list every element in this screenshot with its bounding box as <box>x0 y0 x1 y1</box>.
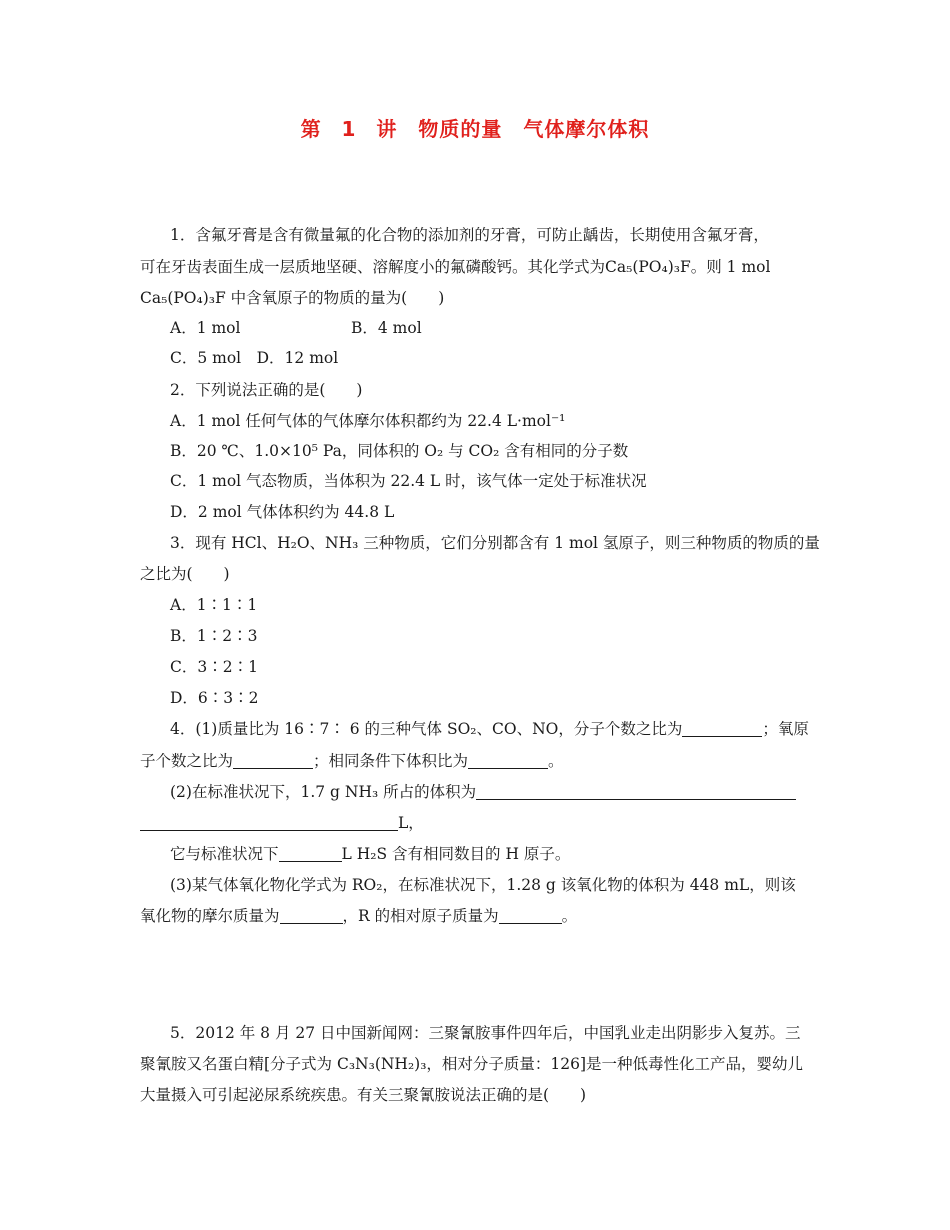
q3-option-b: B．1∶2∶3 <box>170 627 258 645</box>
answer-blank[interactable] <box>233 754 313 769</box>
q2-option-c: C．1 mol 气态物质，当体积为 22.4 L 时，该气体一定处于标准状况 <box>170 472 647 490</box>
q4-part1-text-d: ；相同条件下体积比为 <box>313 752 469 770</box>
q4-part3-line2 <box>140 906 577 926</box>
q4-part3-line1: (3)某气体氧化物化学式为 RO₂，在标准状况下，1.28 g 该氧化物的体积为 448 mL，则该 <box>170 876 796 894</box>
q1-stem-line3: Ca₅(PO₄)₃F 中含氧原子的物质的量为( ) <box>140 289 445 307</box>
q4-part1-line2 <box>140 751 564 771</box>
q4-part1-line1 <box>170 719 809 739</box>
q4-part2-text-a: (2)在标准状况下，1.7 g NH₃ 所占的体积为 <box>170 783 477 801</box>
q3-option-d: D．6∶3∶2 <box>170 689 259 707</box>
answer-blank[interactable] <box>280 909 343 924</box>
q3-option-c: C．3∶2∶1 <box>170 658 258 676</box>
q2-option-a: A．1 mol 任何气体的气体摩尔体积都约为 22.4 L·mol⁻¹ <box>170 412 566 430</box>
q4-part1-text-b: ；氧原 <box>762 720 809 738</box>
page-title: 第 1 讲 物质的量 气体摩尔体积 <box>300 117 650 141</box>
q2-option-b: B．20 ℃、1.0×10⁵ Pa，同体积的 O₂ 与 CO₂ 含有相同的分子数 <box>170 442 629 460</box>
q1-option-b: B．4 mol <box>351 319 422 337</box>
q4-part1-text-e: 。 <box>548 752 564 770</box>
q1-option-a: A．1 mol <box>170 319 241 337</box>
q2-stem: 2．下列说法正确的是( ) <box>170 381 363 399</box>
q4-part2-line3 <box>170 844 570 864</box>
q5-stem-line2: 聚氰胺又名蛋白精[分子式为 C₃N₃(NH₂)₃，相对分子质量：126]是一种低毒性化工产品，婴幼儿 <box>140 1055 804 1073</box>
q3-option-a: A．1∶1∶1 <box>170 596 258 614</box>
answer-blank[interactable] <box>499 909 562 924</box>
q4-part2-text-d: L H₂S 含有相同数目的 H 原子。 <box>341 845 571 863</box>
q3-stem-line1: 3．现有 HCl、H₂O、NH₃ 三种物质，它们分别都含有 1 mol 氢原子，则三种物质的物质的量 <box>170 534 820 552</box>
q4-part2-text-b: L， <box>398 814 424 832</box>
q4-part1-text-c: 子个数之比为 <box>140 752 234 770</box>
q3-stem-line2: 之比为( ) <box>140 565 230 583</box>
q4-part3-text-d: 。 <box>561 907 578 925</box>
q5-stem-line3: 大量摄入可引起泌尿系统疾患。有关三聚氰胺说法正确的是( ) <box>140 1086 587 1104</box>
answer-blank[interactable] <box>279 847 342 862</box>
q4-part2-line1 <box>170 782 796 802</box>
q4-part3-text-b: 氧化物的摩尔质量为 <box>140 907 280 925</box>
answer-blank[interactable] <box>468 754 548 769</box>
q1-stem-line1: 1．含氟牙膏是含有微量氟的化合物的添加剂的牙膏，可防止龋齿，长期使用含氟牙膏， <box>170 226 769 244</box>
q4-part1-text-a: 4．(1)质量比为 16∶7∶ 6 的三种气体 SO₂、CO、NO，分子个数之比为 <box>170 720 683 738</box>
q4-part3-text-c: ，R 的相对原子质量为 <box>342 907 499 925</box>
q4-part2-line2 <box>140 813 424 833</box>
q5-stem-line1: 5．2012 年 8 月 27 日中国新闻网：三聚氰胺事件四年后，中国乳业走出阴影步入复苏。三 <box>170 1024 801 1042</box>
answer-blank[interactable] <box>476 785 796 800</box>
q1-option-cd: C．5 mol D．12 mol <box>170 349 339 367</box>
q4-part2-text-c: 它与标准状况下 <box>170 845 279 863</box>
q1-stem-line2: 可在牙齿表面生成一层质地坚硬、溶解度小的氟磷酸钙。其化学式为Ca₅(PO₄)₃F。则 1 mol <box>140 258 771 276</box>
answer-blank[interactable] <box>140 816 398 831</box>
answer-blank[interactable] <box>682 722 762 737</box>
q2-option-d: D．2 mol 气体体积约为 44.8 L <box>170 503 395 521</box>
